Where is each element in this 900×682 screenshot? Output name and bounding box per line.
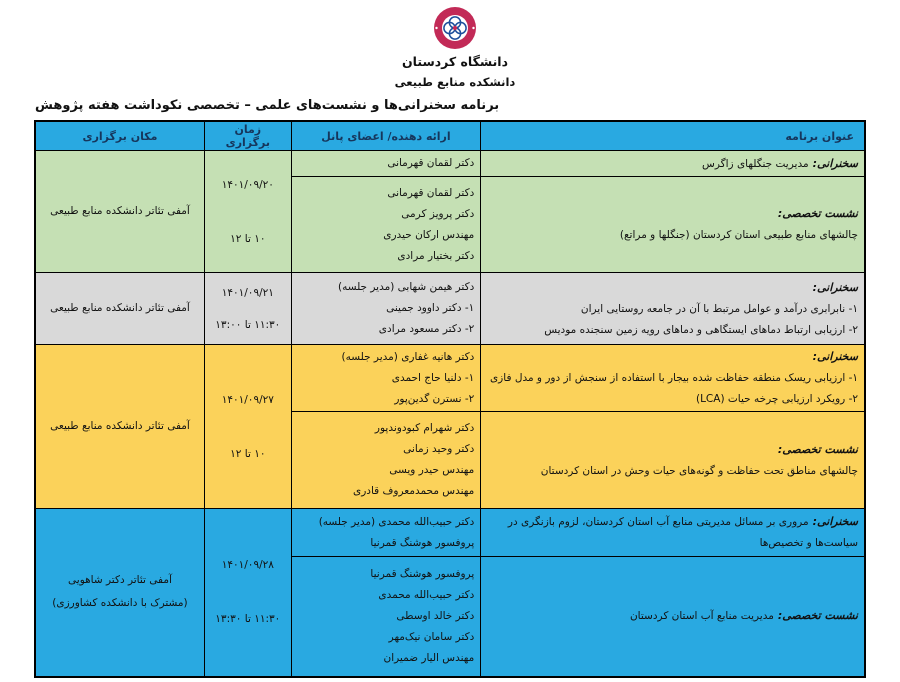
presenters-cell <box>291 177 481 273</box>
session-title: ۲- ارزیابی ارتباط دماهای ایستگاهی و دماهای رویه زمین سنجنده مودیس <box>544 323 858 336</box>
brand-block <box>295 6 615 89</box>
program-cell <box>481 273 865 345</box>
column-header-presenters: ارائه دهنده/ اعضای پانل <box>291 121 481 151</box>
event-date: ۱۴۰۱/۰۹/۲۰ <box>221 178 274 191</box>
presenter-name: دکتر پرویز کرمی <box>401 207 475 220</box>
presenter-name: ۲- نسترن گدین‌پور <box>394 392 475 405</box>
university-logo-icon <box>433 6 477 50</box>
session-type-label: نشست تخصصی: <box>777 609 858 623</box>
column-header-program: عنوان برنامه <box>481 121 865 151</box>
venue-cell <box>35 509 204 677</box>
date-time-cell <box>204 151 291 273</box>
presenter-name: دکتر لقمان قهرمانی <box>387 157 475 169</box>
event-date: ۱۴۰۱/۰۹/۲۱ <box>221 286 274 299</box>
page-title: برنامه سخنرانی‌ها و نشست‌های علمی – تخصصی نکوداشت هفته پژوهش <box>35 98 500 113</box>
presenter-name: دکتر هانیه غفاری (مدیر جلسه) <box>341 350 475 363</box>
presenter-name: دکتر خالد اوسطی <box>396 609 475 622</box>
column-header-venue: مکان برگزاری <box>35 121 204 151</box>
presenters-cell <box>291 273 481 345</box>
venue-cell <box>35 151 204 273</box>
program-cell <box>481 345 865 412</box>
presenter-name: دکتر لقمان قهرمانی <box>387 186 475 199</box>
table-row <box>35 273 865 345</box>
presenters-cell <box>291 345 481 412</box>
presenter-name: دکتر حبیب‌الله محمدی <box>378 588 475 601</box>
session-title: ۲- رویکرد ارزیابی چرخه حیات (LCA) <box>695 393 858 405</box>
presenter-name: مهندس ارکان حیدری <box>383 228 475 241</box>
presenter-name: دکتر وحید زمانی <box>403 443 475 455</box>
university-name: دانشگاه کردستان <box>401 54 509 69</box>
table-row <box>35 509 865 557</box>
presenter-name: دکتر هیمن شهابی (مدیر جلسه) <box>337 281 475 293</box>
session-type-label: سخنرانی: <box>812 156 858 170</box>
presenter-name: ۱- دلنیا حاج احمدی <box>391 371 475 384</box>
presenters-cell <box>291 151 481 177</box>
venue-name: آمفی تئاتر دکتر شاهویی <box>68 574 172 587</box>
table-row <box>35 151 865 177</box>
session-type-label: سخنرانی: <box>812 280 858 294</box>
venue-note: (مشترک با دانشکده کشاورزی) <box>52 597 188 610</box>
schedule-table <box>34 120 866 678</box>
program-cell <box>481 412 865 509</box>
session-type-label: سخنرانی: <box>812 515 858 528</box>
program-cell <box>481 509 865 557</box>
presenter-name: دکتر حبیب‌الله محمدی (مدیر جلسه) <box>318 515 475 528</box>
session-title: چالشهای مناطق تحت حفاظت و گونه‌های حیات وحش در استان کردستان <box>540 464 858 477</box>
event-date: ۱۴۰۱/۰۹/۲۷ <box>221 393 274 406</box>
presenter-name: مهندس الیار ضمیران <box>383 651 475 664</box>
event-hours: ۱۱:۳۰ تا ۱۳:۳۰ <box>215 613 281 626</box>
session-title: مدیریت جنگلهای زاگرس <box>702 157 809 170</box>
table-row <box>35 345 865 412</box>
date-time-cell <box>204 345 291 509</box>
session-type-label: نشست تخصصی: <box>777 207 858 220</box>
presenter-name: پروفسور هوشنگ قمرنیا <box>370 567 475 580</box>
presenter-name: ۱- دکتر داوود جمینی <box>386 302 475 314</box>
program-cell <box>481 557 865 677</box>
session-title: مدیریت منابع آب استان کردستان <box>629 610 774 623</box>
table-header-row <box>35 121 865 151</box>
column-header-time: زمان برگزاری <box>204 121 291 151</box>
venue-name: آمفی تئاتر دانشکده منابع طبیعی <box>50 420 190 432</box>
event-hours: ۱۰ تا ۱۲ <box>230 232 266 245</box>
session-type-label: نشست تخصصی: <box>777 442 858 456</box>
session-title: ۱- ارزیابی ریسک منطقه حفاظت شده بیجار با استفاده از سنجش از دور و مدل فازی <box>489 372 858 384</box>
faculty-name: دانشکده منابع طبیعی <box>394 75 516 89</box>
presenter-name: ۲- دکتر مسعود مرادی <box>378 323 475 335</box>
date-time-cell <box>204 509 291 677</box>
presenter-name: مهندس محمدمعروف قادری <box>353 485 475 497</box>
session-title: ۱- نابرابری درآمد و عوامل مرتبط با آن در جامعه روستایی ایران <box>580 302 858 315</box>
event-hours: ۱۱:۳۰ تا ۱۳:۰۰ <box>215 318 281 331</box>
presenter-name: دکتر سامان نیک‌مهر <box>388 630 475 643</box>
session-type-label: سخنرانی: <box>812 350 858 363</box>
event-date: ۱۴۰۱/۰۹/۲۸ <box>221 559 274 572</box>
session-title: مروری بر مسائل مدیریتی منابع آب استان کردستان، لزوم بازنگری در سیاست‌ها و تخصیص‌ها <box>507 516 858 549</box>
presenters-cell <box>291 509 481 557</box>
presenters-cell <box>291 412 481 509</box>
venue-name: آمفی تئاتر دانشکده منابع طبیعی <box>50 205 190 217</box>
event-hours: ۱۰ تا ۱۲ <box>230 447 266 460</box>
venue-cell <box>35 273 204 345</box>
session-title: چالشهای منابع طبیعی استان کردستان (جنگلها و مراتع) <box>619 229 858 241</box>
date-time-cell <box>204 273 291 345</box>
venue-cell <box>35 345 204 509</box>
presenter-name: پروفسور هوشنگ قمرنیا <box>370 536 475 549</box>
presenters-cell <box>291 557 481 677</box>
presenter-name: دکتر بختیار مرادی <box>397 249 475 262</box>
presenter-name: دکتر شهرام کبودوندپور <box>374 422 475 434</box>
program-cell <box>481 151 865 177</box>
presenter-name: مهندس حیدر ویسی <box>389 464 475 476</box>
program-cell <box>481 177 865 273</box>
venue-name: آمفی تئاتر دانشکده منابع طبیعی <box>50 302 190 314</box>
